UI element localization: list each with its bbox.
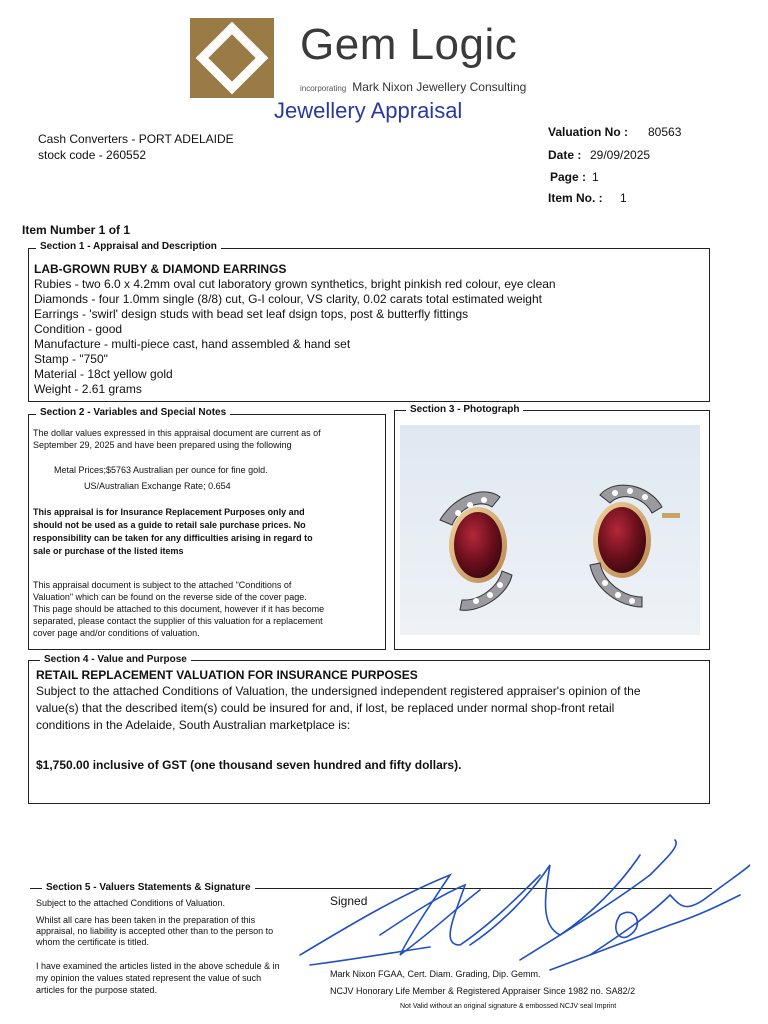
examination-line2: my opinion the values stated represent the value of such <box>36 973 262 983</box>
document-title: Jewellery Appraisal <box>274 98 463 123</box>
section1-description <box>34 277 704 397</box>
description-material: Material - 18ct yellow gold <box>34 367 173 381</box>
signature <box>290 835 750 985</box>
description-diamonds: Diamonds - four 1.0mm single (8/8) cut, G-I colour, VS clarity, 0.02 carats total estimated weight <box>34 292 542 306</box>
statement-line2: value(s) that the described item(s) could be insured for and, if lost, be replaced under normal shop-front retail <box>36 701 615 715</box>
examination-line3: articles for the purpose stated. <box>36 985 158 995</box>
section3-label: Section 3 - Photograph <box>406 404 523 415</box>
conditions-note <box>33 579 378 639</box>
section5-examination <box>36 960 280 996</box>
conditions-line2: Valuation" which can be found on the reverse side of the cover page. <box>33 592 307 602</box>
conditions-line4: separated, please contact the supplier of this valuation for a replacement <box>33 616 323 626</box>
description-manufacture: Manufacture - multi-piece cast, hand assembled & hand set <box>34 337 351 351</box>
disclaimer-line4: sale or purchase of the listed items <box>33 546 184 556</box>
section5-label: Section 5 - Valuers Statements & Signature <box>42 882 255 893</box>
appraiser-registration: NCJV Honorary Life Member & Registered Appraiser Since 1982 no. SA82/2 <box>330 986 636 996</box>
brand-name: Gem Logic <box>300 20 518 69</box>
section2-intro <box>33 427 378 451</box>
liability-line3: whom the certificate is titled. <box>36 937 150 947</box>
section4-statement <box>36 683 706 734</box>
metal-prices: Metal Prices;$5763 Australian per ounce for fine gold. <box>54 465 268 475</box>
exchange-rate: US/Australian Exchange Rate; 0.654 <box>84 481 231 491</box>
validity-footnote: Not Valid without an original signature & embossed NCJV seal Imprint <box>400 1003 617 1010</box>
valuation-number: 80563 <box>648 125 682 139</box>
item-number: Item Number 1 of 1 <box>22 223 131 237</box>
description-rubies: Rubies - two 6.0 x 4.2mm oval cut laboratory grown synthetics, bright pinkish red colour, eye clean <box>34 277 556 291</box>
item-value: 1 <box>620 191 627 205</box>
section1-label: Section 1 - Appraisal and Description <box>36 241 221 252</box>
earrings-photo-image <box>400 425 700 635</box>
liability-line2: appraisal, no liability is accepted other than to the person to <box>36 926 274 936</box>
section5-conditions: Subject to the attached Conditions of Valuation. <box>36 898 225 908</box>
signed-label: Signed <box>330 894 368 908</box>
stock-code: stock code - 260552 <box>38 148 147 162</box>
section2-label: Section 2 - Variables and Special Notes <box>36 407 230 418</box>
section2-intro-line2: September 29, 2025 and have been prepared using the following <box>33 440 292 450</box>
description-stamp: Stamp - "750" <box>34 352 108 366</box>
handwritten-signature <box>290 835 750 985</box>
conditions-line1: This appraisal document is subject to the attached "Conditions of <box>33 580 292 590</box>
item-label: Item No. : <box>548 191 603 205</box>
date-label: Date : <box>548 148 582 162</box>
section4-heading: RETAIL REPLACEMENT VALUATION FOR INSURANCE PURPOSES <box>36 668 418 682</box>
liability-line1: Whilst all care has been taken in the preparation of this <box>36 915 256 925</box>
examination-line1: I have examined the articles listed in the above schedule & in <box>36 961 280 971</box>
description-earrings: Earrings - 'swirl' design studs with bead set leaf dsign tops, post & butterfly fittings <box>34 307 469 321</box>
section1-heading: LAB-GROWN RUBY & DIAMOND EARRINGS <box>34 262 287 276</box>
statement-line3: conditions in the Adelaide, South Australian marketplace is: <box>36 718 351 732</box>
appraiser-credentials: Mark Nixon FGAA, Cert. Diam. Grading, Dip. Gemm. <box>330 969 541 979</box>
gem-logic-logo <box>190 18 274 98</box>
section2-intro-line1: The dollar values expressed in this appraisal document are current as of <box>33 428 321 438</box>
description-condition: Condition - good <box>34 322 123 336</box>
valuation-label: Valuation No : <box>548 125 629 139</box>
page-label: Page : <box>550 170 587 184</box>
brand-subtitle <box>300 80 526 94</box>
conditions-line5: cover page and/or conditions of valuation. <box>33 628 200 638</box>
insurance-disclaimer <box>33 506 378 558</box>
disclaimer-line1: This appraisal is for Insurance Replacement Purposes only and <box>33 507 305 517</box>
conditions-line3: This page should be attached to this document, however if it has become <box>33 604 325 614</box>
diamond-logo-icon <box>190 18 274 98</box>
section5-liability <box>36 915 273 948</box>
section4-label: Section 4 - Value and Purpose <box>40 654 191 665</box>
valuation-amount: $1,750.00 inclusive of GST (one thousand seven hundred and fifty dollars). <box>36 758 462 772</box>
consultancy-name: Mark Nixon Jewellery Consulting <box>352 80 527 94</box>
statement-line1: Subject to the attached Conditions of Valuation, the undersigned independent registered appraiser's opinion of the <box>36 684 641 698</box>
client-name: Cash Converters - PORT ADELAIDE <box>38 132 234 146</box>
disclaimer-line3: responsibility can be taken for any difficulties arising in regard to <box>33 533 313 543</box>
incorporating-text: incorporating <box>300 84 347 93</box>
date-value: 29/09/2025 <box>590 148 651 162</box>
description-weight: Weight - 2.61 grams <box>34 382 142 396</box>
page-value: 1 <box>592 170 599 184</box>
disclaimer-line2: should not be used as a guide to retail sale purchase prices. No <box>33 520 306 530</box>
earrings-photo <box>400 425 700 635</box>
